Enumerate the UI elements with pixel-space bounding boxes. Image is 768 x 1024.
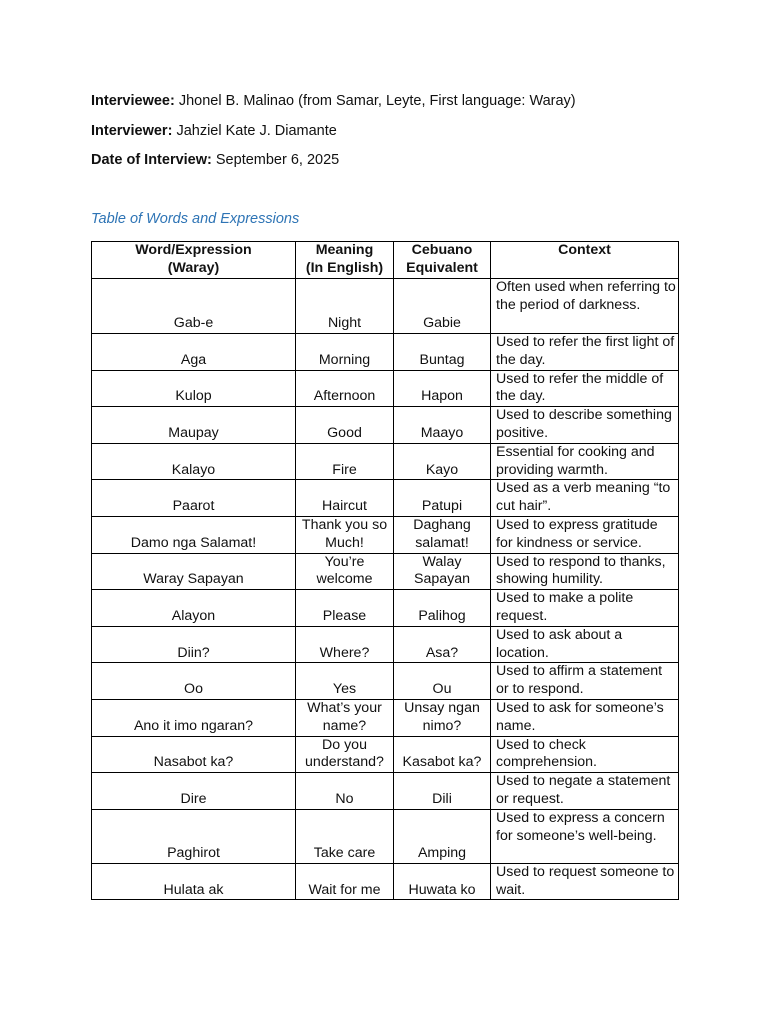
cell-cebuano: Walay Sapayan [394,553,491,590]
cell-context: Used to make a polite request. [491,590,679,627]
cell-context: Used to describe something positive. [491,407,679,444]
column-header-context: Context [491,242,679,279]
cell-context: Used to ask for someone’s name. [491,699,679,736]
cell-context: Used to affirm a statement or to respond. [491,663,679,700]
words-table [91,241,679,900]
column-header-cebuano: Cebuano Equivalent [394,242,491,279]
interviewer-label: Interviewer: [91,123,173,139]
cell-cebuano: Ou [394,663,491,700]
cell-word: Hulata ak [92,863,296,900]
cell-word: Aga [92,334,296,371]
cell-context: Used to refer the first light of the day. [491,334,679,371]
table-row [92,443,679,480]
interviewee-line [91,93,576,109]
cell-word: Kalayo [92,443,296,480]
table-row [92,334,679,371]
cell-word: Alayon [92,590,296,627]
cell-meaning: Morning [296,334,394,371]
cell-cebuano: Huwata ko [394,863,491,900]
column-header-meaning: Meaning (In English) [296,242,394,279]
table-row [92,809,679,863]
cell-meaning: Do you understand? [296,736,394,773]
cell-word: Waray Sapayan [92,553,296,590]
table-row [92,279,679,334]
interviewer-line [91,123,337,139]
cell-meaning: Haircut [296,480,394,517]
cell-word: Gab-e [92,279,296,334]
cell-word: Paarot [92,480,296,517]
table-row [92,480,679,517]
column-header-word: Word/Expression (Waray) [92,242,296,279]
cell-cebuano: Amping [394,809,491,863]
cell-word: Paghirot [92,809,296,863]
interviewee-label: Interviewee: [91,93,175,109]
cell-meaning: No [296,773,394,810]
cell-meaning: Afternoon [296,370,394,407]
cell-meaning: Yes [296,663,394,700]
cell-word: Nasabot ka? [92,736,296,773]
cell-context: Often used when referring to the period of darkness. [491,279,679,334]
cell-cebuano: Buntag [394,334,491,371]
cell-context: Used to express gratitude for kindness or service. [491,516,679,553]
cell-context: Used to respond to thanks, showing humility. [491,553,679,590]
table-row [92,626,679,663]
cell-word: Oo [92,663,296,700]
cell-context: Used to refer the middle of the day. [491,370,679,407]
interviewer-value: Jahziel Kate J. Diamante [176,123,337,139]
cell-cebuano: Asa? [394,626,491,663]
cell-cebuano: Hapon [394,370,491,407]
cell-word: Ano it imo ngaran? [92,699,296,736]
cell-cebuano: Unsay ngan nimo? [394,699,491,736]
table-row [92,516,679,553]
date-line [91,152,339,168]
cell-context: Used to request someone to wait. [491,863,679,900]
table-row [92,590,679,627]
cell-context: Used to express a concern for someone’s well-being. [491,809,679,863]
cell-meaning: What’s your name? [296,699,394,736]
cell-cebuano: Maayo [394,407,491,444]
table-caption: Table of Words and Expressions [91,211,300,227]
cell-cebuano: Patupi [394,480,491,517]
cell-cebuano: Dili [394,773,491,810]
cell-meaning: Where? [296,626,394,663]
table-row [92,370,679,407]
cell-context: Essential for cooking and providing warmth. [491,443,679,480]
cell-meaning: Night [296,279,394,334]
cell-word: Diin? [92,626,296,663]
cell-cebuano: Daghang salamat! [394,516,491,553]
table-row [92,736,679,773]
cell-word: Damo nga Salamat! [92,516,296,553]
cell-meaning: Fire [296,443,394,480]
cell-meaning: Thank you so Much! [296,516,394,553]
cell-context: Used as a verb meaning “to cut hair”. [491,480,679,517]
cell-word: Dire [92,773,296,810]
cell-cebuano: Gabie [394,279,491,334]
cell-meaning: Wait for me [296,863,394,900]
cell-context: Used to check comprehension. [491,736,679,773]
cell-context: Used to negate a statement or request. [491,773,679,810]
table-row [92,407,679,444]
cell-cebuano: Kayo [394,443,491,480]
table-header-row [92,242,679,279]
cell-word: Kulop [92,370,296,407]
date-value: September 6, 2025 [215,152,340,168]
cell-meaning: Good [296,407,394,444]
cell-meaning: Please [296,590,394,627]
cell-context: Used to ask about a location. [491,626,679,663]
interviewee-value: Jhonel B. Malinao (from Samar, Leyte, First language: Waray) [178,93,576,109]
cell-cebuano: Palihog [394,590,491,627]
table-row [92,863,679,900]
table-row [92,663,679,700]
cell-meaning: You’re welcome [296,553,394,590]
cell-word: Maupay [92,407,296,444]
date-label: Date of Interview: [91,152,212,168]
cell-meaning: Take care [296,809,394,863]
table-row [92,773,679,810]
cell-cebuano: Kasabot ka? [394,736,491,773]
table-row [92,699,679,736]
table-row [92,553,679,590]
